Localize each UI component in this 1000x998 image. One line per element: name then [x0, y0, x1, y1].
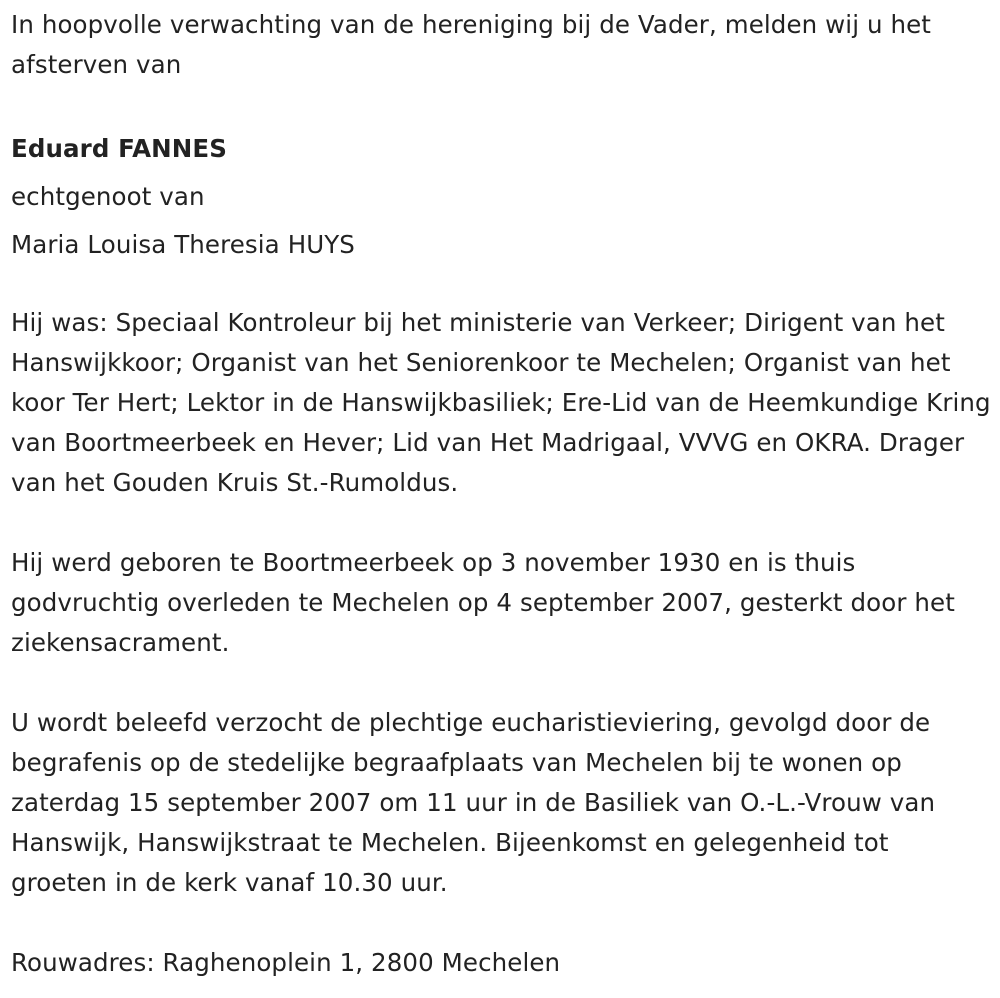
spacer	[11, 903, 991, 943]
intro-paragraph: In hoopvolle verwachting van de hereniging bij de Vader, melden wij u het afsterven van	[11, 10, 932, 79]
spacer	[11, 503, 991, 543]
spouse-name: Maria Louisa Theresia HUYS	[11, 230, 355, 259]
spacer	[11, 269, 991, 303]
obituary-document	[11, 5, 991, 983]
biography-paragraph: Hij was: Speciaal Kontroleur bij het ministerie van Verkeer; Dirigent van het Hanswijkkoor; Organist van het Seniorenkoor te Mechelen; Organist van het koor Ter Hert; Lektor in de Hanswijkbasiliek; Ere-Lid van de Heemkundige Kring van Boortmeerbeek en Hever; Lid van Het Madrigaal, VVVG en OKRA. Drager van het Gouden Kruis St.-Rumoldus.	[11, 308, 991, 497]
mourning-address: Rouwadres: Raghenoplein 1, 2800 Mechelen	[11, 948, 561, 977]
spacer	[11, 85, 991, 125]
ceremony-paragraph: U wordt beleefd verzocht de plechtige eucharistieviering, gevolgd door de begrafenis op de stedelijke begraafplaats van Mechelen bij te wonen op zaterdag 15 september 2007 om 11 uur in de Basiliek van O.-L.-Vrouw van Hanswijk, Hanswijkstraat te Mechelen. Bijeenkomst en gelegenheid tot groeten in de kerk vanaf 10.30 uur.	[11, 708, 936, 897]
spacer	[11, 663, 991, 703]
deceased-name: Eduard FANNES	[11, 134, 227, 163]
birth-death-paragraph: Hij werd geboren te Boortmeerbeek op 3 november 1930 en is thuis godvruchtig overleden te Mechelen op 4 september 2007, gesterkt door het ziekensacrament.	[11, 548, 955, 657]
relation-label: echtgenoot van	[11, 182, 205, 211]
